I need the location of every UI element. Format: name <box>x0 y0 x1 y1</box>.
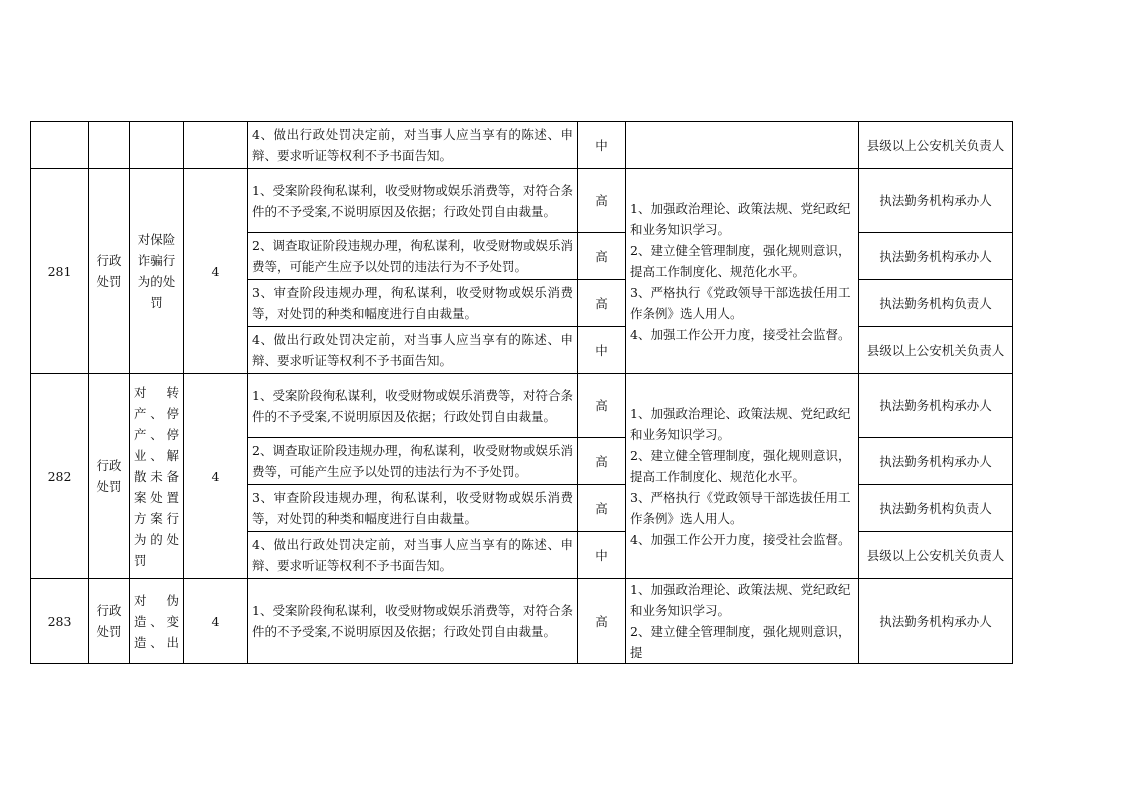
risk-description: 3、审查阶段违规办理，徇私谋利，收受财物或娱乐消费等，对处罚的种类和幅度进行自由裁量。 <box>248 485 578 532</box>
responsible-party: 县级以上公安机关负责人 <box>859 122 1013 169</box>
risk-level: 高 <box>578 579 626 664</box>
risk-level: 中 <box>578 122 626 169</box>
item-number: 282 <box>31 374 89 579</box>
risk-count <box>184 122 248 169</box>
risk-level: 高 <box>578 169 626 233</box>
measure-item: 2、建立健全管理制度，强化规则意识，提高工作制度化、规范化水平。 <box>630 447 851 484</box>
risk-description: 2、调查取证阶段违规办理，徇私谋利，收受财物或娱乐消费等，可能产生应予以处罚的违法行为不予处罚。 <box>248 233 578 280</box>
table-row <box>31 169 1013 233</box>
item-type <box>89 122 130 169</box>
risk-count: 4 <box>184 169 248 374</box>
item-type: 行政处罚 <box>89 579 130 664</box>
item-number: 281 <box>31 169 89 374</box>
item-name: 对保险诈骗行为的处罚 <box>130 169 184 374</box>
responsible-party: 执法勤务机构承办人 <box>859 579 1013 664</box>
risk-description: 1、受案阶段徇私谋利，收受财物或娱乐消费等，对符合条件的不予受案,不说明原因及依据；行政处罚自由裁量。 <box>248 374 578 438</box>
measure-item: 4、加强工作公开力度，接受社会监督。 <box>630 531 851 547</box>
risk-description: 3、审查阶段违规办理，徇私谋利，收受财物或娱乐消费等，对处罚的种类和幅度进行自由裁量。 <box>248 280 578 327</box>
risk-table <box>30 121 1013 664</box>
item-number <box>31 122 89 169</box>
risk-level: 中 <box>578 532 626 579</box>
risk-level: 高 <box>578 485 626 532</box>
item-type: 行政处罚 <box>89 374 130 579</box>
risk-count: 4 <box>184 579 248 664</box>
measure-item: 1、加强政治理论、政策法规、党纪政纪和业务知识学习。 <box>630 582 851 618</box>
responsible-party: 执法勤务机构承办人 <box>859 438 1013 485</box>
responsible-party: 执法勤务机构承办人 <box>859 374 1013 438</box>
item-name: 对伪造、变造、出 <box>130 579 184 664</box>
responsible-party: 县级以上公安机关负责人 <box>859 532 1013 579</box>
risk-description: 2、调查取证阶段违规办理，徇私谋利，收受财物或娱乐消费等，可能产生应予以处罚的违法行为不予处罚。 <box>248 438 578 485</box>
risk-level: 高 <box>578 374 626 438</box>
item-number: 283 <box>31 579 89 664</box>
measure-item: 1、加强政治理论、政策法规、党纪政纪和业务知识学习。 <box>630 200 851 237</box>
risk-level: 高 <box>578 280 626 327</box>
measure-item: 4、加强工作公开力度，接受社会监督。 <box>630 326 851 342</box>
risk-description: 1、受案阶段徇私谋利，收受财物或娱乐消费等，对符合条件的不予受案,不说明原因及依据；行政处罚自由裁量。 <box>248 169 578 233</box>
responsible-party: 执法勤务机构承办人 <box>859 233 1013 280</box>
risk-level: 中 <box>578 327 626 374</box>
risk-level: 高 <box>578 438 626 485</box>
prevention-measures <box>626 169 859 374</box>
measure-item: 1、加强政治理论、政策法规、党纪政纪和业务知识学习。 <box>630 405 851 442</box>
measure-item: 3、严格执行《党政领导干部选拔任用工作条例》选人用人。 <box>630 284 851 321</box>
item-name: 对转产、停产、停业、解散未备案处置方案行为的处罚 <box>130 374 184 579</box>
item-name <box>130 122 184 169</box>
responsible-party: 县级以上公安机关负责人 <box>859 327 1013 374</box>
risk-description: 1、受案阶段徇私谋利，收受财物或娱乐消费等，对符合条件的不予受案,不说明原因及依据；行政处罚自由裁量。 <box>248 579 578 664</box>
responsible-party: 执法勤务机构承办人 <box>859 169 1013 233</box>
risk-count: 4 <box>184 374 248 579</box>
responsible-party: 执法勤务机构负责人 <box>859 485 1013 532</box>
responsible-party: 执法勤务机构负责人 <box>859 280 1013 327</box>
table-row <box>31 374 1013 438</box>
risk-description: 4、做出行政处罚决定前，对当事人应当享有的陈述、申辩、要求听证等权利不予书面告知。 <box>248 327 578 374</box>
item-type: 行政处罚 <box>89 169 130 374</box>
risk-description: 4、做出行政处罚决定前，对当事人应当享有的陈述、申辩、要求听证等权利不予书面告知。 <box>248 532 578 579</box>
measure-item: 3、严格执行《党政领导干部选拔任用工作条例》选人用人。 <box>630 489 851 526</box>
risk-level: 高 <box>578 233 626 280</box>
measure-item: 2、建立健全管理制度，强化规则意识，提 <box>630 624 851 660</box>
prevention-measures <box>626 579 859 664</box>
table-row <box>31 122 1013 169</box>
prevention-measures <box>626 374 859 579</box>
prevention-measures <box>626 122 859 169</box>
risk-description: 4、做出行政处罚决定前，对当事人应当享有的陈述、申辩、要求听证等权利不予书面告知。 <box>248 122 578 169</box>
measure-item: 2、建立健全管理制度，强化规则意识，提高工作制度化、规范化水平。 <box>630 242 851 279</box>
table-row <box>31 579 1013 664</box>
